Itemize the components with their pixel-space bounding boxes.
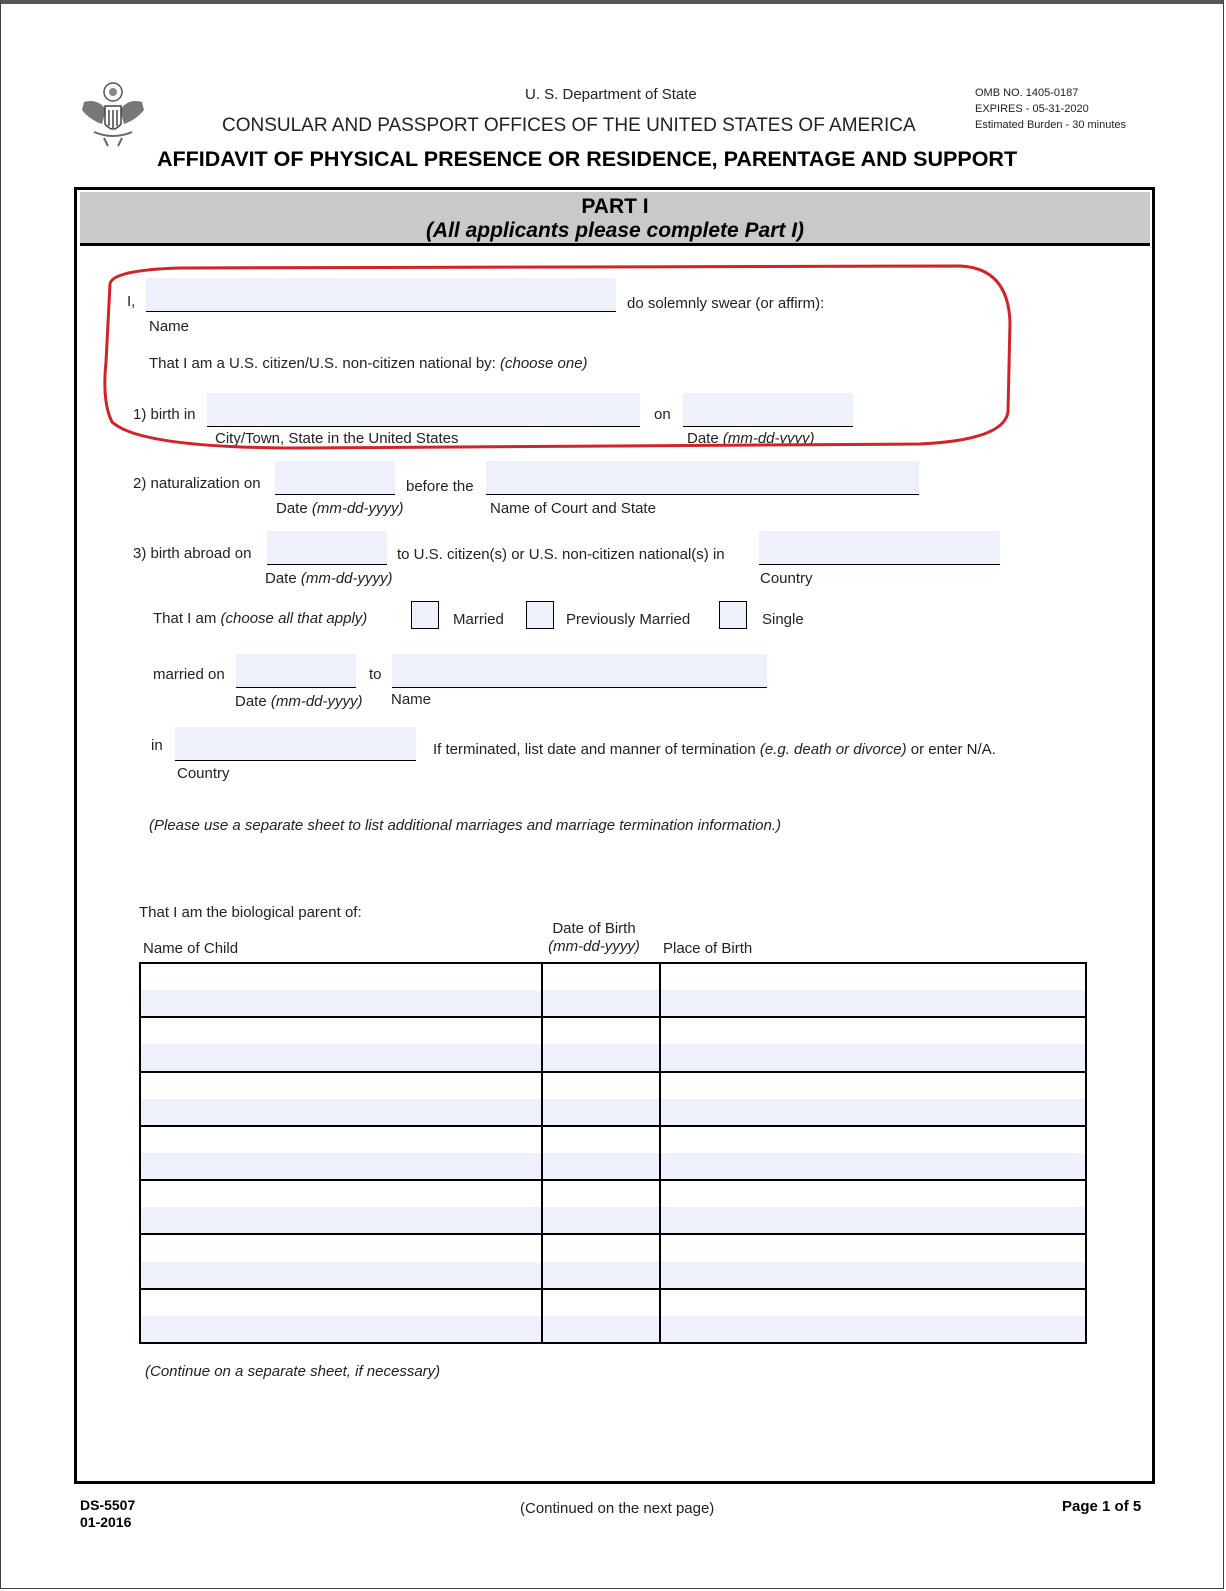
- biological-parent-statement: That I am the biological parent of:: [139, 904, 362, 921]
- col-place-of-birth: Place of Birth: [663, 940, 753, 957]
- table-row: [140, 1234, 1086, 1288]
- birth-abroad-country-field[interactable]: [759, 531, 1000, 565]
- single-checkbox[interactable]: [719, 601, 747, 629]
- name-caption: Name: [149, 318, 190, 335]
- child-place-cell[interactable]: [660, 1180, 1086, 1234]
- naturalization-label: 2) naturalization on: [133, 475, 261, 492]
- citizen-parents-text: to U.S. citizen(s) or U.S. non-citizen national(s) in: [397, 546, 725, 563]
- naturalization-date-field[interactable]: [275, 461, 395, 495]
- date-format-hint: (mm-dd-yyyy): [300, 570, 393, 587]
- married-on-label: married on: [153, 666, 225, 683]
- form-edition-date: 01-2016: [80, 1514, 132, 1530]
- table-row: [140, 1289, 1086, 1343]
- table-row: [140, 1072, 1086, 1126]
- previously-married-option-label: Previously Married: [566, 611, 691, 628]
- single-option-label: Single: [762, 611, 804, 628]
- omb-number: OMB NO. 1405-0187: [975, 87, 1079, 99]
- termination-text: If terminated, list date and manner of termination: [433, 741, 756, 758]
- child-name-cell[interactable]: [140, 963, 542, 1017]
- col-name-of-child: Name of Child: [143, 940, 239, 957]
- child-place-cell[interactable]: [660, 1289, 1086, 1343]
- marriage-country-field[interactable]: [175, 727, 416, 761]
- married-option-label: Married: [453, 611, 504, 628]
- child-dob-cell[interactable]: [542, 1017, 660, 1071]
- court-name-field[interactable]: [486, 461, 919, 495]
- date-format-hint: (mm-dd-yyyy): [311, 500, 404, 517]
- naturalization-date-caption: [276, 500, 404, 517]
- termination-instruction: [433, 741, 996, 758]
- child-dob-cell[interactable]: [542, 1289, 660, 1343]
- child-dob-cell[interactable]: [542, 1126, 660, 1180]
- child-dob-cell[interactable]: [542, 1180, 660, 1234]
- termination-na: or enter N/A.: [910, 741, 996, 758]
- spouse-name-field[interactable]: [392, 654, 767, 688]
- date-format-hint: (mm-dd-yyyy): [722, 430, 815, 447]
- child-place-cell[interactable]: [660, 1072, 1086, 1126]
- part-subtitle: (All applicants please complete Part I): [425, 219, 805, 242]
- birth-abroad-label: 3) birth abroad on: [133, 545, 252, 562]
- birth-in-label: 1) birth in: [133, 406, 196, 423]
- form-number: DS-5507: [80, 1497, 136, 1513]
- col-dob-format: (mm-dd-yyyy): [548, 938, 640, 955]
- child-place-cell[interactable]: [660, 963, 1086, 1017]
- marriage-in-label: in: [151, 737, 163, 754]
- birth-abroad-date-caption: [265, 570, 393, 587]
- child-name-cell[interactable]: [140, 1072, 542, 1126]
- choose-all-note: (choose all that apply): [220, 610, 368, 627]
- child-name-cell[interactable]: [140, 1289, 542, 1343]
- married-checkbox[interactable]: [411, 601, 439, 629]
- before-the-label: before the: [406, 478, 474, 495]
- date-caption-text: Date: [276, 500, 308, 517]
- child-name-cell[interactable]: [140, 1234, 542, 1288]
- table-row: [140, 963, 1086, 1017]
- continue-note: (Continue on a separate sheet, if necessary): [145, 1363, 441, 1380]
- col-date-of-birth: Date of Birth: [552, 920, 636, 937]
- marriage-date-field[interactable]: [236, 654, 356, 688]
- i-label: I,: [127, 293, 136, 310]
- date-caption-text: Date: [687, 430, 719, 447]
- birth-abroad-date-field[interactable]: [267, 531, 387, 565]
- highlight-ellipse-annotation: [100, 262, 1016, 452]
- part-title: PART I: [581, 195, 649, 218]
- expiration-date: EXPIRES - 05-31-2020: [975, 103, 1089, 115]
- marriage-country-caption: Country: [177, 765, 230, 782]
- spouse-name-caption: Name: [391, 691, 432, 708]
- marriage-date-caption: [235, 693, 363, 710]
- child-place-cell[interactable]: [660, 1017, 1086, 1071]
- court-name-caption: Name of Court and State: [490, 500, 656, 517]
- choose-one-note: (choose one): [500, 355, 588, 372]
- separate-sheet-note: (Please use a separate sheet to list additional marriages and marriage termination information.): [149, 817, 781, 834]
- citizen-statement-text: That I am a U.S. citizen/U.S. non-citizen national by:: [149, 355, 496, 372]
- child-name-cell[interactable]: [140, 1180, 542, 1234]
- child-dob-cell[interactable]: [542, 1234, 660, 1288]
- marital-status-prompt: [153, 610, 367, 627]
- table-row: [140, 1017, 1086, 1071]
- child-dob-cell[interactable]: [542, 1072, 660, 1126]
- date-caption-text: Date: [235, 693, 267, 710]
- swear-text: do solemnly swear (or affirm):: [627, 295, 825, 312]
- page-number: Page 1 of 5: [1062, 1498, 1142, 1515]
- termination-example: (e.g. death or divorce): [759, 741, 907, 758]
- country-caption: Country: [760, 570, 813, 587]
- birth-on-label: on: [654, 406, 671, 423]
- form-title: AFFIDAVIT OF PHYSICAL PRESENCE OR RESIDENCE, PARENTAGE AND SUPPORT: [157, 147, 1018, 171]
- department-name: U. S. Department of State: [525, 86, 697, 103]
- child-place-cell[interactable]: [660, 1234, 1086, 1288]
- child-place-cell[interactable]: [660, 1126, 1086, 1180]
- child-name-cell[interactable]: [140, 1126, 542, 1180]
- previously-married-checkbox[interactable]: [526, 601, 554, 629]
- state-department-seal-icon: [80, 80, 146, 148]
- continued-next-page: (Continued on the next page): [520, 1500, 715, 1517]
- children-table: [139, 962, 1087, 1344]
- offices-heading: CONSULAR AND PASSPORT OFFICES OF THE UNITED STATES OF AMERICA: [222, 115, 916, 136]
- child-name-cell[interactable]: [140, 1017, 542, 1071]
- married-to-label: to: [369, 666, 382, 683]
- that-i-am-text: That I am: [153, 610, 217, 627]
- date-caption-text: Date: [265, 570, 297, 587]
- date-format-hint: (mm-dd-yyyy): [270, 693, 363, 710]
- child-dob-cell[interactable]: [542, 963, 660, 1017]
- birth-place-caption: City/Town, State in the United States: [215, 430, 459, 447]
- table-row: [140, 1126, 1086, 1180]
- estimated-burden: Estimated Burden - 30 minutes: [975, 119, 1127, 131]
- table-row: [140, 1180, 1086, 1234]
